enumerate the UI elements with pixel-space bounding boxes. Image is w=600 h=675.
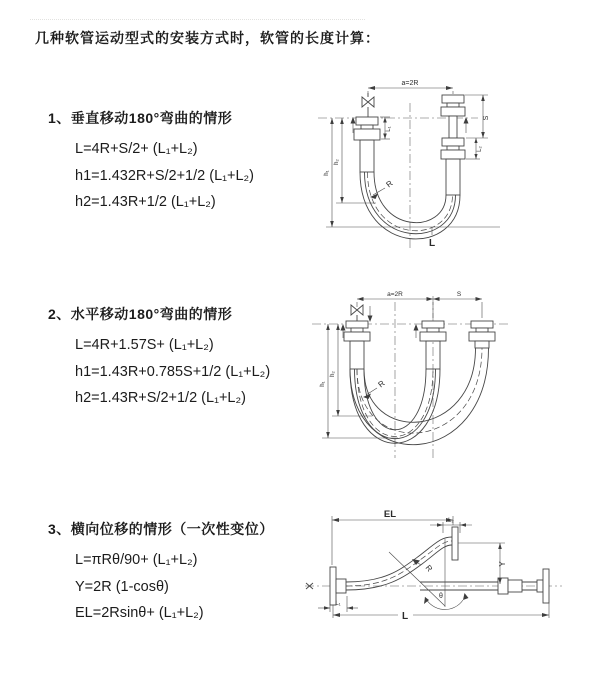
formula-line: L=4R+S/2+ (L₁+L₂) [75, 141, 198, 157]
right-fitting [441, 95, 465, 195]
valve-icon [351, 305, 363, 321]
dim-label-a2r: a=2R [387, 291, 403, 298]
dimension-l1 [318, 596, 358, 612]
u-bend-hose-displaced [350, 348, 489, 445]
valve-icon [362, 93, 374, 117]
formula-line: EL=2Rsinθ+ (L₁+L₂) [75, 605, 204, 621]
formula-line: L=πRθ/90+ (L₁+L₂) [75, 552, 198, 568]
formula-line: L=4R+1.57S+ (L₁+L₂) [75, 337, 214, 353]
dim-label-h2: h₂ [334, 159, 340, 165]
formula-line: h2=1.43R+S/2+1/2 (L₁+L₂) [75, 390, 246, 406]
section-1-formulas [48, 136, 348, 216]
section-vertical-180 [48, 108, 348, 216]
page-title: 几种软管运动型式的安装方式时，软管的长度计算： [35, 30, 380, 46]
section-3-heading: 3、横向位移的情形（一次性变位） [48, 521, 274, 537]
dim-label-r: R [384, 178, 395, 190]
left-fitting [344, 321, 370, 369]
section-2-formulas [48, 332, 348, 412]
dim-label-l1: L₁ [386, 126, 392, 132]
braided-hose-section [350, 341, 364, 369]
diagram-horizontal-180-bend [310, 288, 532, 463]
upper-flange-displaced [452, 527, 458, 560]
s-curve-hose-displaced [346, 527, 458, 590]
dimension-l1 [380, 117, 392, 139]
braided-hose-section [360, 140, 374, 172]
dimension-s [433, 291, 482, 301]
right-flange-original [543, 569, 549, 603]
formula-line: h2=1.43R+1/2 (L₁+L₂) [75, 194, 216, 210]
dim-label-h1: h₁ [324, 170, 330, 176]
formula-line: h1=1.432R+S/2+1/2 (L₁+L₂) [75, 167, 255, 184]
dim-label-el: EL [383, 509, 397, 520]
dimension-l [333, 603, 549, 622]
dim-label-h1: h₁ [320, 381, 326, 387]
formula-line: Y=2R (1-cosθ) [75, 578, 169, 595]
dim-label-s: S [456, 291, 462, 298]
dim-label-r: R [423, 563, 435, 574]
formula-line: h1=1.43R+0.785S+1/2 (L₁+L₂) [75, 363, 271, 380]
diagram-vertical-180-bend [310, 75, 590, 255]
dimension-l2 [466, 138, 483, 159]
diagram-lateral-displacement [300, 505, 570, 645]
dimension-el [332, 509, 453, 565]
left-fitting [354, 117, 380, 172]
dim-label-l2: L₂ [477, 146, 483, 152]
dim-label-l: L [428, 238, 436, 249]
section-horizontal-180 [48, 304, 348, 412]
dim-label-a2r: a=2R [401, 80, 419, 87]
dim-label-s: S [483, 115, 490, 121]
left-flange [330, 567, 346, 605]
section-2-heading: 2、水平移动180°弯曲的情形 [48, 306, 233, 322]
radius-callout [370, 179, 395, 199]
braided-hose-section [446, 159, 460, 195]
dim-label-l2: L₂ [448, 518, 454, 524]
dim-label-theta: θ [439, 593, 443, 600]
dim-label-r: R [376, 378, 387, 390]
dim-label-h2: h₂ [330, 371, 336, 377]
middle-fitting [420, 321, 446, 369]
radius-callout [412, 559, 434, 574]
dimension-a-2r [368, 80, 453, 96]
dimension-h1 [324, 118, 500, 227]
right-fitting-displaced [469, 321, 495, 348]
dimension-a-2r [357, 291, 482, 318]
dim-label-l: L [401, 611, 409, 622]
dim-label-l1: L₁ [335, 601, 341, 607]
dimension-s [465, 95, 490, 138]
dim-label-y: Y [498, 561, 507, 567]
scan-artifact-rule [30, 19, 365, 20]
section-1-heading: 1、垂直移动180°弯曲的情形 [48, 110, 233, 126]
